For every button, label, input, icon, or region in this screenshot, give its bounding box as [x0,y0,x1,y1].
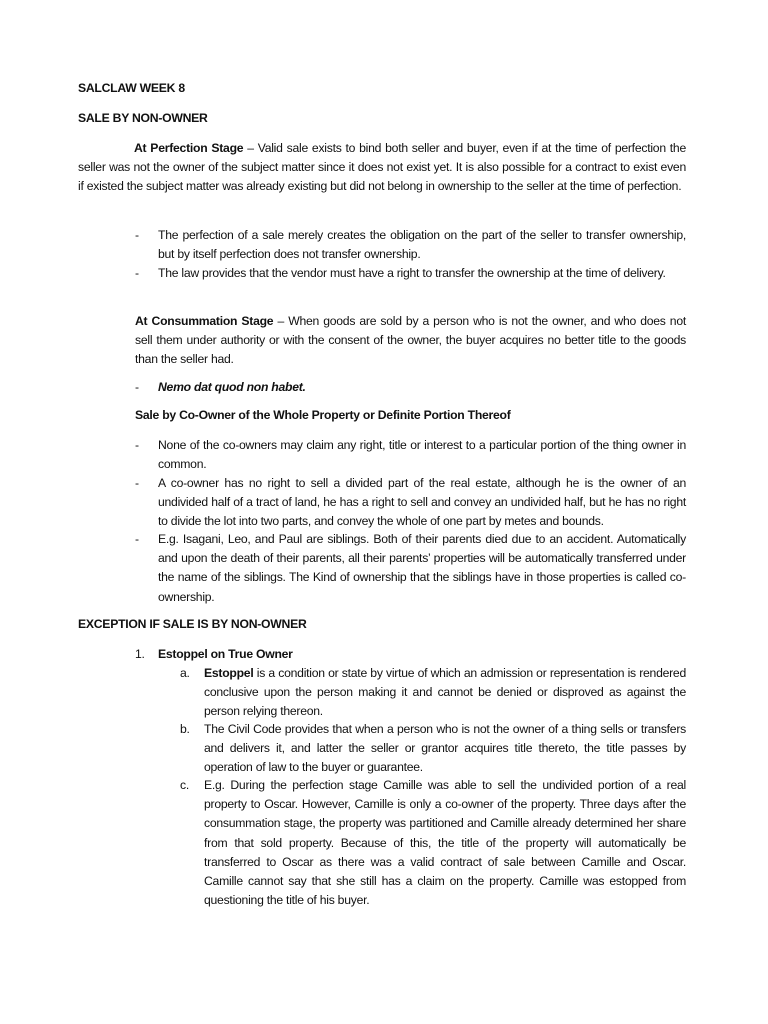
section-heading: SALE BY NON-OWNER [78,111,208,125]
coowner-bullet: None of the co-owners may claim any right, title or interest to a particular portion of the thing owner in common. [158,438,686,472]
subitem-c: E.g. During the perfection stage Camille was able to sell the undivided portion of a real property to Oscar. However, Camille is only a co-owner of the property. Three days after the consummation stage, the property was partitioned and Camille already determined her share from that sold property. Because of this, the title of the property will automatically be transferred to Oscar as there was a valid contract of sale between Camille and Oscar. Camille cannot say that she still has a claim on the property. Camille was estopped from questioning the title of his buyer. [204,778,686,908]
subitem-letter: c. [180,778,189,792]
subitem-letter: a. [180,666,190,680]
coowner-bullet: A co-owner has no right to sell a divided part of the real estate, although he is the owner of an undivided half of a tract of land, he has a right to sell and convey an undivided half, but he has no right to divide the lot into two parts, and convey the whole of one part by metes and bounds. [158,476,686,529]
bullet-dash: - [135,476,139,490]
subitem-letter: b. [180,722,190,736]
item-number: 1. [135,647,145,661]
bullet-dash: - [135,266,139,280]
consummation-text: – When goods are sold by a person who is not the owner, and who does not sell them under authority or with the consent of the owner, the buyer acquires no better title to the goods than the seller had. [135,314,686,367]
estoppel-title: Estoppel on True Owner [158,647,293,661]
exception-heading: EXCEPTION IF SALE IS BY NON-OWNER [78,617,307,631]
latin-maxim: Nemo dat quod non habet. [158,380,306,394]
subitem-b: The Civil Code provides that when a person who is not the owner of a thing sells or transfers and delivers it, and latter the seller or grantor acquires title thereto, the title passes by operation of law to the buyer or guarantee. [204,722,686,775]
perfection-bullet: The perfection of a sale merely creates the obligation on the part of the seller to transfer ownership, but by itself perfection does not transfer ownership. [158,228,686,262]
bullet-dash: - [135,228,139,242]
coowner-heading: Sale by Co-Owner of the Whole Property or Definite Portion Thereof [135,408,511,422]
perfection-bullet: The law provides that the vendor must have a right to transfer the ownership at the time of delivery. [158,266,666,280]
subitem-a [204,664,686,722]
subitem-text: is a condition or state by virtue of which an admission or representation is rendered conclusive upon the person making it and cannot be denied or disproved as against the person relying thereon. [204,666,686,719]
bullet-dash: - [135,380,139,394]
bullet-dash: - [135,438,139,452]
subitem-lead: Estoppel [204,666,254,680]
consummation-paragraph [135,312,686,370]
coowner-bullet: E.g. Isagani, Leo, and Paul are siblings. Both of their parents died due to an accident. Automatically and upon the death of their parents, all their parents’ properties will be automatically transferred under the name of the siblings. The Kind of ownership that the siblings have in those properties is called co-ownership. [158,532,686,604]
perfection-text: – Valid sale exists to bind both seller and buyer, even if at the time of perfection the seller was not the owner of the subject matter since it does not exist yet. It is also possible for a contract to exist even if existed the subject matter was already existing but did not belong in ownership to the seller at the time of perfection. [78,141,686,194]
doc-title: SALCLAW WEEK 8 [78,81,185,95]
bullet-dash: - [135,532,139,546]
perfection-paragraph [78,139,686,197]
consummation-label: At Consummation Stage [135,314,274,328]
perfection-label: At Perfection Stage [134,141,244,155]
